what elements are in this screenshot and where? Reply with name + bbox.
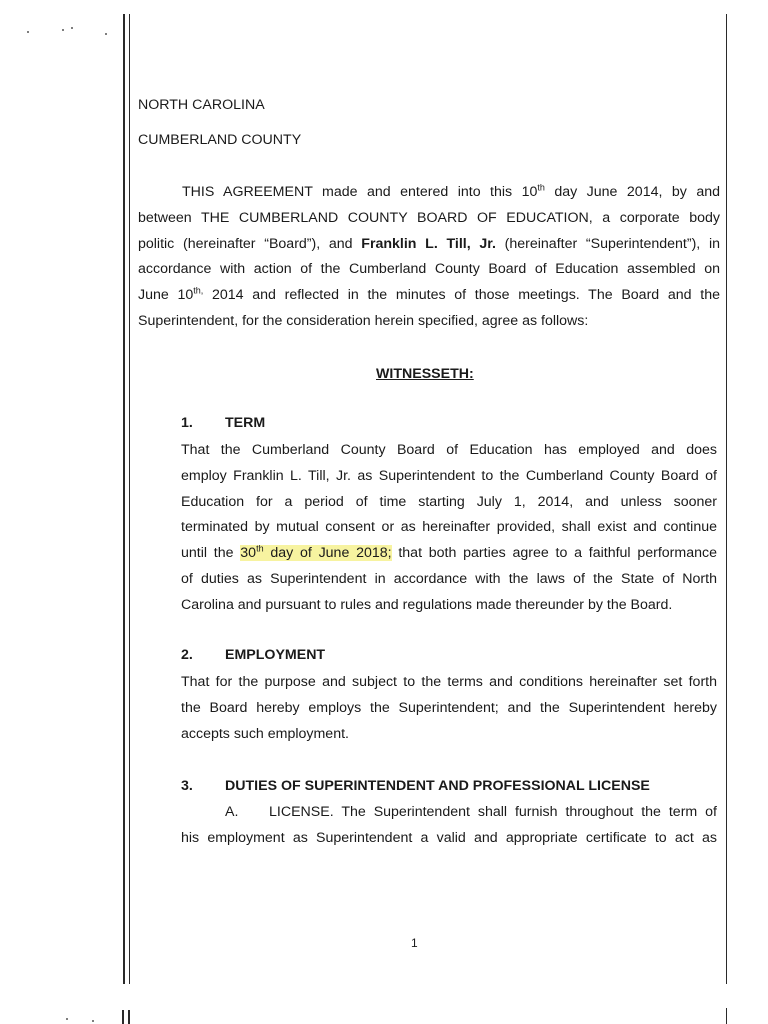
intro-line: accordance with action of the Cumberland County Board of Education assembled on [138,261,720,278]
employment-line: That for the purpose and subject to the terms and conditions hereinafter set forth [181,674,717,690]
scan-speck [105,33,107,35]
section-employment-heading [181,645,325,665]
section-number: 2. [181,647,193,663]
section-number: 3. [181,778,193,794]
highlighted-end-date: 30th day of June 2018; [240,543,392,562]
binding-line-bottom-a [122,1010,124,1024]
intro-paragraph [138,180,720,335]
term-line: Carolina and pursuant to rules and regulations made thereunder by the Board. [181,596,673,613]
binding-line-bottom-b [128,1010,130,1024]
section-duties-body [181,800,717,852]
term-line: of duties as Superintendent in accordance with the laws of the State of North [181,570,717,587]
term-line: That the Cumberland County Board of Education has employed and does [181,442,717,458]
term-line: Education for a period of time starting July 1, 2014, and unless sooner [181,493,717,510]
scan-speck [27,31,29,33]
county-heading: CUMBERLAND COUNTY [138,132,302,148]
right-margin-line [726,14,727,984]
section-number: 1. [181,415,193,431]
page-number: 1 [411,936,418,950]
binding-line-inner [129,14,130,984]
intro-line: politic (hereinafter “Board”), and Franklin L. Till, Jr. (hereinafter “Superintendent”), in [138,235,720,252]
section-duties-heading [181,776,650,796]
duties-line: A. LICENSE. The Superintendent shall furnish throughout the term of [181,800,717,826]
section-title: TERM [225,415,266,431]
employment-line: accepts such employment. [181,725,349,742]
term-line: terminated by mutual consent or as hereinafter provided, shall exist and continue [181,519,717,536]
section-title: EMPLOYMENT [225,647,326,663]
duties-line: his employment as Superintendent a valid and appropriate certificate to act as [181,829,717,846]
witnesseth-heading: WITNESSETH: [376,366,474,382]
scan-speck [62,29,64,31]
section-term-heading [181,413,265,433]
section-employment-body [181,670,717,747]
section-title: DUTIES OF SUPERINTENDENT AND PROFESSIONAL LICENSE [225,778,650,794]
section-term-body [181,438,717,619]
employment-line: the Board hereby employs the Superintendent; and the Superintendent hereby [181,699,717,716]
intro-line: THIS AGREEMENT made and entered into this 10th day June 2014, by and [182,182,720,200]
scan-speck [92,1020,94,1022]
superintendent-name: Franklin L. Till, Jr. [361,235,496,252]
term-line: until the 30th day of June 2018; that both parties agree to a faithful performance [181,543,717,562]
state-heading: NORTH CAROLINA [138,97,265,113]
subsection-label: A. [225,804,239,820]
term-line: employ Franklin L. Till, Jr. as Superintendent to the Cumberland County Board of [181,467,717,484]
right-margin-line-bottom [726,1008,727,1024]
binding-line-outer [123,14,125,984]
intro-line: Superintendent, for the consideration herein specified, agree as follows: [138,312,589,329]
scan-speck [71,27,73,29]
scan-speck [66,1018,68,1020]
intro-line: between THE CUMBERLAND COUNTY BOARD OF EDUCATION, a corporate body [138,209,720,226]
intro-line: June $10^{th,}$ 2014 and reflected in the minutes of those meetings. The Board and the [138,285,720,304]
